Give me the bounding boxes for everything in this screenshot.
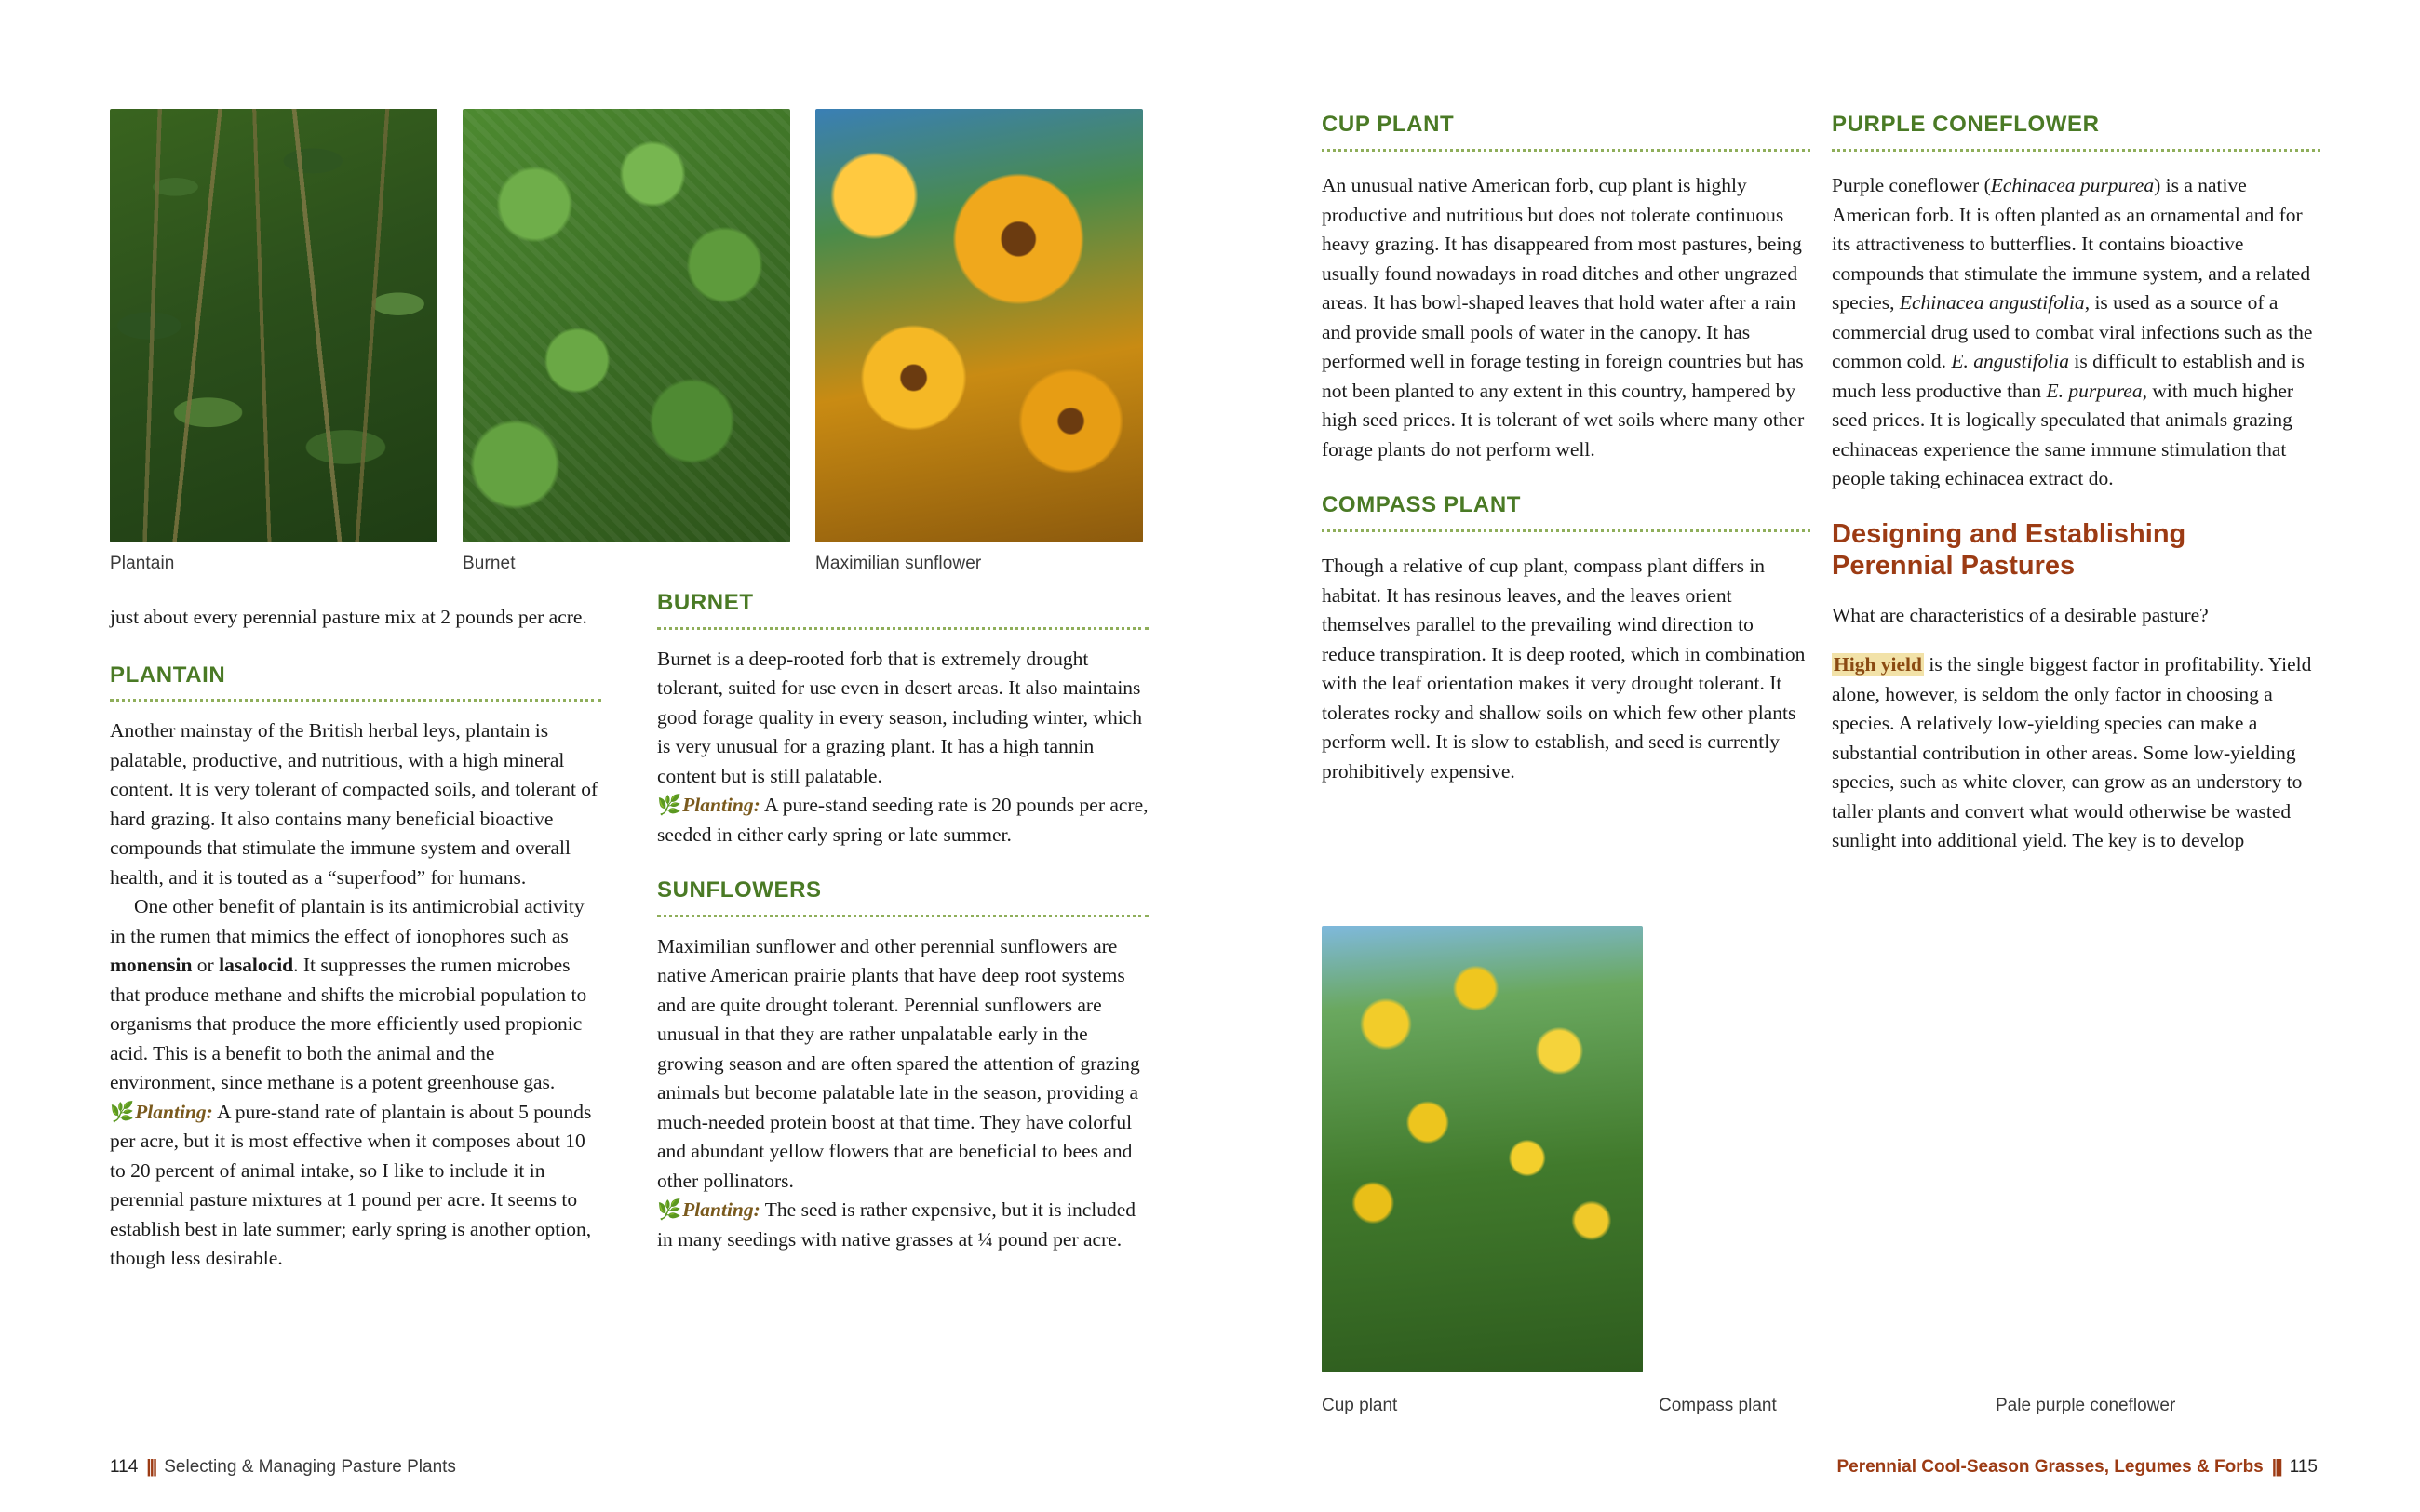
species-e-purpurea: E. purpurea <box>2046 379 2143 402</box>
burnet-planting-note <box>657 791 1149 850</box>
coneflower-part-b: ) is a native American forb. It is often planted as an ornamental and for its attractiveness to butterflies. It contains bioactive compounds that stimulate the immune system, and a related species, <box>1832 174 2311 314</box>
para2-part-c: . It suppresses the rumen microbes that produce methane and shifts the microbial population to organisms that produce the more efficiently used propionic acid. This is a benefit to both the animal and the environment, since methane is a potent greenhouse gas. <box>110 954 587 1093</box>
species-echinacea-angustifolia: Echinacea angustifolia <box>1899 291 2085 314</box>
planting-text: A pure-stand seeding rate is 20 pounds per acre, seeded in either early spring or late summer. <box>657 794 1149 846</box>
compass-plant-photo <box>1659 926 1980 1372</box>
page-number-left: 114 <box>110 1457 139 1477</box>
heading-rule <box>657 915 1149 917</box>
heading-compass-plant: COMPASS PLANT <box>1322 492 1522 517</box>
leaf-icon: 🌿 <box>657 1198 682 1221</box>
coneflower-part-e: , with much higher seed prices. It is logically speculated that animals grazing echinaceas experience the same immune stimulation that people taking echinacea extract do. <box>1832 379 2294 489</box>
heading-rule <box>1322 529 1810 532</box>
photo-caption: Maximilian sunflower <box>815 554 982 573</box>
designing-paragraph-1: What are characteristics of a desirable pasture? <box>1832 604 2209 626</box>
species-e-angustifolia: E. angustifolia <box>1951 350 2070 372</box>
photo-caption: Cup plant <box>1322 1396 1398 1415</box>
photo-caption: Plantain <box>110 554 175 573</box>
heading-burnet: BURNET <box>657 590 754 615</box>
sunflower-paragraph: Maximilian sunflower and other perennial sunflowers are native American prairie plants that have deep root systems and are quite drought tolerant. Perennial sunflowers are unusual in that they are rather unpalatable early in the growing season and are often spared the attention of grazing animals but become palatable late in the season, providing a much-needed protein boost at that time. They have colorful and abundant yellow flowers that are beneficial to bees and other pollinators. <box>657 934 1140 1192</box>
left-page <box>110 0 1149 1512</box>
right-column-one <box>1322 110 1810 807</box>
heading-rule <box>1832 149 2320 152</box>
right-photo-row <box>1322 926 2318 1372</box>
right-page <box>1322 0 2318 1512</box>
planting-label: Planting: <box>682 794 760 816</box>
heading-designing-pastures <box>1832 518 2320 582</box>
coneflower-part-a: Purple coneflower ( <box>1832 174 1991 196</box>
left-column-one <box>110 603 601 1274</box>
footer-left <box>110 1457 456 1478</box>
left-photo-row <box>110 109 1143 542</box>
photo-caption: Pale purple coneflower <box>1996 1396 2176 1415</box>
term-lasalocid: lasalocid <box>219 954 294 976</box>
key-term-high-yield: High yield <box>1834 653 1922 676</box>
burnet-paragraph: Burnet is a deep-rooted forb that is extremely drought tolerant, suited for use even in desert areas. It also maintains good forage quality in every season, including winter, which is very unusual for a grazing plant. It has a high tannin content but is still palatable. <box>657 647 1142 787</box>
right-caption-row <box>1322 1396 2318 1416</box>
left-column-two <box>657 588 1149 1254</box>
leaf-icon: 🌿 <box>657 794 682 816</box>
cup-plant-photo <box>1322 926 1643 1372</box>
coneflower-part-d: is difficult to establish and is much less productive than <box>1832 350 2305 402</box>
heading-rule <box>110 699 601 702</box>
heading-line-1: Designing and Establishing <box>1832 518 2186 549</box>
para2-part-b: or <box>192 954 220 976</box>
maximilian-sunflower-photo <box>815 109 1143 542</box>
heading-purple-coneflower: PURPLE CONEFLOWER <box>1832 112 2100 137</box>
right-column-two <box>1832 110 2320 876</box>
designing-body-text: is the single biggest factor in profitability. Yield alone, however, is seldom the only factor in choosing a species. A relatively low-yielding species can make a substantial contribution in other areas. Some low-yielding species, such as white clover, can grow as an understory to taller plants and convert what would otherwise be wasted sunlight into additional yield. The key is to develop <box>1832 653 2312 851</box>
footer-divider-icon: ||| <box>2271 1457 2281 1477</box>
planting-text: A pure-stand rate of plantain is about 5 pounds per acre, but it is most effective when it composes about 10 to 20 percent of animal intake, so I like to include it in perennial pasture mixtures at 1 pound per acre. It seems to establish best in late summer; early spring is another option, though less desirable. <box>110 1100 592 1269</box>
heading-sunflowers: SUNFLOWERS <box>657 877 822 903</box>
left-caption-row <box>110 554 1143 574</box>
planting-label: Planting: <box>135 1100 213 1123</box>
coneflower-part-c: , is used as a source of a commercial drug used to combat viral infections such as the common cold. <box>1832 291 2313 372</box>
leaf-icon: 🌿 <box>110 1100 135 1123</box>
photo-caption: Burnet <box>463 554 516 573</box>
heading-line-2: Perennial Pastures <box>1832 550 2076 581</box>
compass-plant-paragraph: Though a relative of cup plant, compass plant differs in habitat. It has resinous leaves, and the leaves orient themselves parallel to the prevailing wind direction to reduce transpiration. It is deep rooted, which in combination with the leaf orientation makes it very drought tolerant. It tolerates rocky and shallow soils on which few other plants perform well. It is slow to establish, and seed is currently prohibitively expensive. <box>1322 555 1806 783</box>
para2-part-a: One other benefit of plantain is its antimicrobial activity in the rumen that mimics the effect of ionophores such as <box>110 895 585 947</box>
pale-purple-coneflower-photo <box>1996 926 2317 1372</box>
heading-rule <box>1322 149 1810 152</box>
planting-text: The seed is rather expensive, but it is included in many seedings with native grasses at ¼ pound per acre. <box>657 1198 1136 1251</box>
page-number-right: 115 <box>2289 1457 2318 1477</box>
heading-plantain: PLANTAIN <box>110 662 226 688</box>
designing-paragraph-2 <box>1832 650 2320 856</box>
photo-caption: Compass plant <box>1659 1396 1777 1415</box>
heading-cup-plant: CUP PLANT <box>1322 112 1455 137</box>
plantain-paragraph-1: Another mainstay of the British herbal leys, plantain is palatable, productive, and nutritious, with a high mineral content. It is very tolerant of compacted soils, and tolerant of hard grazing. It also contains many beneficial bioactive compounds that stimulate the immune system and overall health, and it is touted as a “superfood” for humans. <box>110 719 598 889</box>
plantain-paragraph-2 <box>110 892 601 1098</box>
sunflower-planting-note <box>657 1196 1149 1254</box>
footer-divider-icon: ||| <box>146 1457 156 1477</box>
burnet-photo <box>463 109 790 542</box>
running-head-right: Perennial Cool-Season Grasses, Legumes & Forbs <box>1836 1457 2264 1477</box>
plantain-photo <box>110 109 437 542</box>
heading-rule <box>657 627 1149 630</box>
planting-label: Planting: <box>682 1198 760 1221</box>
cup-plant-paragraph: An unusual native American forb, cup plant is highly productive and nutritious but does not tolerate continuous heavy grazing. It has disappeared from most pastures, being usually found nowadays in road ditches and other ungrazed areas. It has bowl-shaped leaves that hold water after a rain and provide small pools of water in the canopy. It has performed well in forage testing in foreign countries but has not been planted to any extent in this country, hampered by high seed prices. It is tolerant of wet soils where many other forage plants do not perform well. <box>1322 174 1805 461</box>
footer-right <box>1836 1457 2318 1478</box>
continued-paragraph: just about every perennial pasture mix at 2 pounds per acre. <box>110 606 587 628</box>
coneflower-paragraph <box>1832 171 2320 494</box>
term-monensin: monensin <box>110 954 193 976</box>
species-echinacea-purpurea: Echinacea purpurea <box>1990 174 2155 196</box>
plantain-planting-note <box>110 1098 601 1274</box>
running-head-left: Selecting & Managing Pasture Plants <box>164 1457 456 1477</box>
